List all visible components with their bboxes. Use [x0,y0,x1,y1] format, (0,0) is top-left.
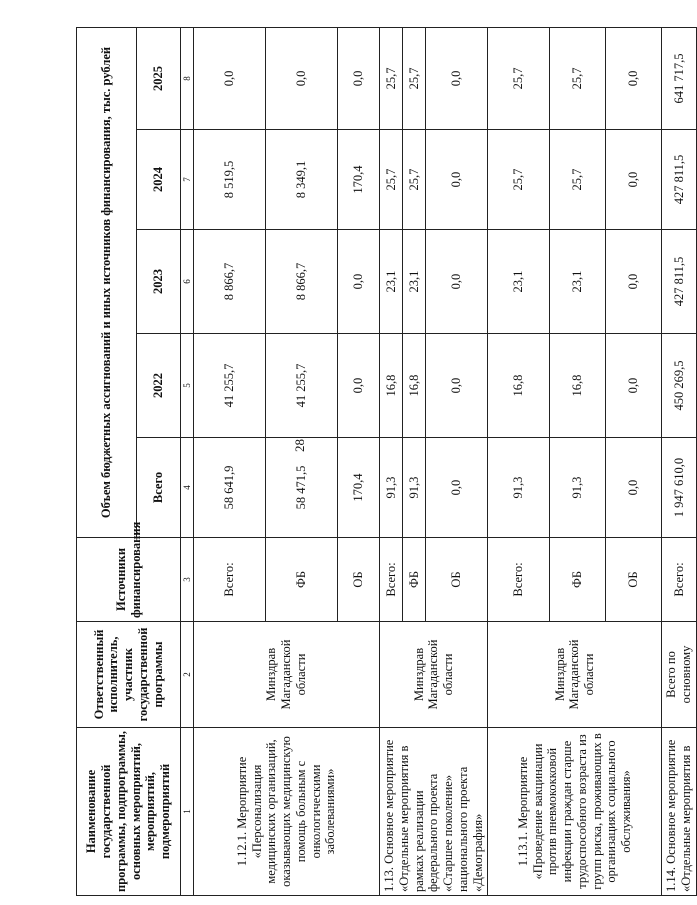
header-year-2025: 2025 [137,27,181,129]
value-cell: 8 866,7 [266,230,338,334]
value-cell: 25,7 [380,27,403,129]
source-cell: Всего: [488,538,550,622]
value-cell: 41 255,7 [266,334,338,438]
value-cell: 170,4 [338,438,380,538]
value-cell: 0,0 [426,130,488,230]
value-cell: 1 947 610,0 [662,438,697,538]
value-cell: 170,4 [338,130,380,230]
col-number: 8 [181,27,194,129]
source-cell: ФБ [403,538,426,622]
source-cell: ФБ [550,538,606,622]
value-cell: 0,0 [338,27,380,129]
header-sources: Источники финансирования [77,538,181,622]
value-cell: 41 255,7 [194,334,266,438]
source-cell: ФБ [266,538,338,622]
col-number: 2 [181,622,194,728]
value-cell: 23,1 [403,230,426,334]
value-cell: 23,1 [550,230,606,334]
value-cell: 58 471,5 [266,438,338,538]
row-name: 1.13.1. Мероприятие «Проведение вакцинации против пневмококковой инфекции граждан старше трудоспособного возраста из групп риска, проживающих в организациях социального обслуживания» [488,728,662,896]
value-cell: 0,0 [606,230,662,334]
row-name: 1.12.1. Мероприятие «Персонализация медицинских организаций, оказывающих медицинскую помощь больным с онкологическими заболеваниями» [194,728,380,896]
source-cell: ОБ [426,538,488,622]
value-cell: 427 811,5 [662,130,697,230]
value-cell: 0,0 [606,27,662,129]
value-cell: 25,7 [488,27,550,129]
col-number: 5 [181,334,194,438]
value-cell: 450 269,5 [662,334,697,438]
row-responsible: Минздрав Магаданской области [194,622,380,728]
value-cell: 8 866,7 [194,230,266,334]
value-cell: 25,7 [550,27,606,129]
source-cell: Всего: [194,538,266,622]
row-name: 1.13. Основное мероприятие «Отдельные мероприятия в рамках реализации федерального проекта «Старшее поколение» национального проекта «Демография» [380,728,488,896]
header-responsible: Ответственный исполнитель, участник государственной программы [77,622,181,728]
page-number: 28 [292,439,307,452]
value-cell: 0,0 [606,334,662,438]
value-cell: 58 641,9 [194,438,266,538]
value-cell: 0,0 [606,130,662,230]
header-name: Наименование государственной программы, подпрограммы, основных мероприятий, мероприятий, подмероприятий [77,728,181,896]
value-cell: 16,8 [380,334,403,438]
financing-table [76,27,697,896]
source-cell: Всего: [662,538,697,622]
header-funding-group: Объем бюджетных ассигнований и иных источников финансирования, тыс. рублей [77,27,137,537]
value-cell: 0,0 [338,334,380,438]
source-cell: ОБ [606,538,662,622]
value-cell: 0,0 [338,230,380,334]
value-cell: 25,7 [380,130,403,230]
value-cell: 23,1 [488,230,550,334]
value-cell: 25,7 [403,130,426,230]
row-responsible: Минздрав Магаданской области [380,622,488,728]
value-cell: 0,0 [266,27,338,129]
col-number: 7 [181,130,194,230]
value-cell: 0,0 [606,438,662,538]
value-cell: 0,0 [426,27,488,129]
value-cell: 91,3 [403,438,426,538]
header-year-2024: 2024 [137,130,181,230]
value-cell: 427 811,5 [662,230,697,334]
col-number: 1 [181,728,194,896]
row-name: 1.14. Основное мероприятие «Отдельные мероприятия в [662,728,697,896]
value-cell: 16,8 [550,334,606,438]
value-cell: 641 717,5 [662,27,697,129]
col-number: 3 [181,538,194,622]
row-responsible: Всего по основному [662,622,697,728]
value-cell: 16,8 [488,334,550,438]
value-cell: 25,7 [550,130,606,230]
col-number: 4 [181,438,194,538]
value-cell: 25,7 [403,27,426,129]
source-cell: ОБ [338,538,380,622]
value-cell: 91,3 [380,438,403,538]
value-cell: 23,1 [380,230,403,334]
value-cell: 0,0 [194,27,266,129]
value-cell: 91,3 [488,438,550,538]
row-responsible: Минздрав Магаданской области [488,622,662,728]
rotated-table-container [76,28,693,896]
header-year-total: Всего [137,438,181,538]
value-cell: 91,3 [550,438,606,538]
value-cell: 0,0 [426,334,488,438]
source-cell: Всего: [380,538,403,622]
value-cell: 0,0 [426,438,488,538]
header-year-2023: 2023 [137,230,181,334]
value-cell: 25,7 [488,130,550,230]
col-number: 6 [181,230,194,334]
header-year-2022: 2022 [137,334,181,438]
value-cell: 8 349,1 [266,130,338,230]
value-cell: 0,0 [426,230,488,334]
value-cell: 8 519,5 [194,130,266,230]
value-cell: 16,8 [403,334,426,438]
